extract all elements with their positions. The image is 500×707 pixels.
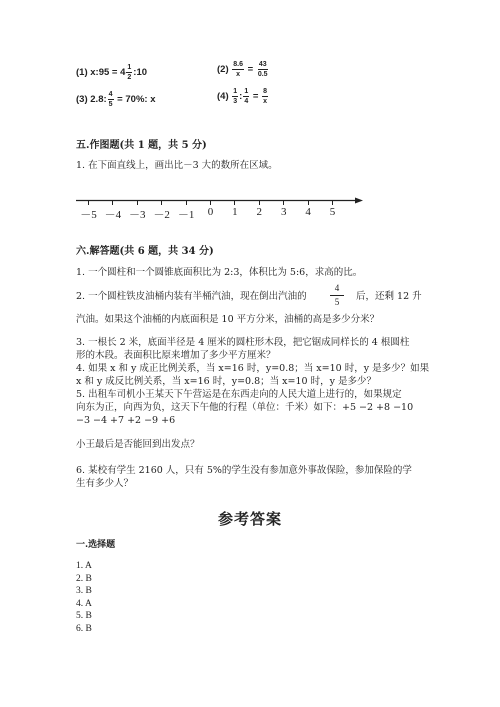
- number-line-tick-label: 5: [329, 206, 336, 218]
- number-line-axis: [74, 196, 364, 206]
- section6-question-5-line3: −3 −4 +7 +2 −9 +6: [76, 415, 176, 426]
- fraction-denominator: 4: [244, 98, 249, 105]
- calc-q3: [76, 91, 155, 108]
- number-line-tick-label: －3: [129, 209, 146, 221]
- fraction-numerator: 1: [244, 88, 249, 95]
- calc-q1: [76, 64, 147, 81]
- fraction-numerator: 8.6: [233, 61, 243, 68]
- fraction-denominator: 3: [233, 98, 238, 105]
- answer-item: 4. A: [76, 598, 92, 609]
- section6-question-1: 1. 一个圆柱和一个圆锥底面积比为 2:3，体积比为 5:6，求高的比。: [76, 267, 363, 278]
- calc-q3-number: (3): [76, 94, 88, 106]
- q2-text-after: 后，还剩 12 升: [356, 291, 422, 302]
- section6-question-6-line2: 生有多少人？: [76, 478, 134, 489]
- q2-text-before: 2. 一个圆柱铁皮油桶内装有半桶汽油，现在倒出汽油的: [76, 291, 307, 302]
- calc-q2: [217, 61, 270, 78]
- section6-question-5-line2: 向东为正，向西为负，这天下午他的行程（单位：千米）如下：+5 −2 +8 −10: [76, 402, 414, 413]
- fraction-numerator: 43: [258, 61, 267, 68]
- number-line-tick-label: 1: [232, 206, 238, 218]
- answer-item: 5. B: [76, 611, 92, 621]
- calc-q2-fraction-left: [232, 61, 244, 78]
- number-line-tick-label: 2: [256, 206, 263, 218]
- calc-q4-fraction-1: [232, 88, 238, 105]
- calc-q1-number: (1): [76, 67, 88, 79]
- fraction-denominator: 0.5: [257, 71, 268, 78]
- section6-question-5-line1: 5. 出租车司机小王某天下午营运是在东西走向的人民大道上进行的，如果规定: [76, 389, 402, 400]
- section6-question-4-line1: 4. 如果 x 和 y 成正比例关系，当 x=16 时，y=0.8；当 x=10 时，y 是多少？如果: [76, 363, 430, 374]
- calc-q4-number: (4): [217, 91, 229, 103]
- calc-q2-number: (2): [217, 64, 229, 76]
- section6-question-2-line1: [76, 289, 307, 305]
- section6-question-3-line2: 形的木段。表面积比原来增加了多少平方厘米？: [76, 350, 276, 361]
- number-line-tick-label: －2: [153, 209, 170, 221]
- calc-q4-fraction-3: [262, 88, 268, 105]
- calc-q3-rhs: = 70%: x: [114, 94, 156, 106]
- section6-question-3-line1: 3. 一根长 2 米，底面半径是 4 厘米的圆柱形木段，把它锯成同样长的 4 根圆柱: [76, 337, 410, 348]
- fraction-denominator: 5: [108, 101, 113, 108]
- answers-section-heading: 一.选择题: [76, 540, 116, 550]
- number-line-tick: [137, 200, 138, 205]
- number-line-tick-label: 4: [305, 206, 311, 218]
- calc-q3-lhs: 2.8:: [90, 94, 107, 106]
- section6-question-6-line1: 6. 某校有学生 2160 人，只有 5%的学生没有参加意外事故保险，参加保险的学: [76, 465, 412, 476]
- fraction-numerator: 8: [263, 88, 267, 95]
- number-line-tick: [161, 200, 162, 205]
- calc-q1-lhs: x:95 = 4: [90, 67, 126, 79]
- answer-item: 1. A: [76, 561, 92, 571]
- fraction-denominator: 5: [334, 297, 340, 307]
- calc-q2-fraction-right: [257, 61, 269, 78]
- fraction-denominator: 2: [127, 74, 132, 81]
- fraction-denominator: x: [263, 98, 267, 105]
- section6-heading: 六.解答题(共 6 题，共 34 分): [76, 246, 214, 257]
- calc-q2-equals: =: [247, 64, 254, 76]
- number-line-tick: [332, 200, 333, 205]
- section6-question-2-line2: 汽油。如果这个油桶的内底面积是 10 平方分米，油桶的高是多少分米？: [76, 314, 380, 325]
- arrow-right-icon: [355, 198, 363, 204]
- calc-q4-fraction-2: [243, 88, 249, 105]
- number-line-tick: [210, 200, 211, 205]
- answer-item: 3. B: [76, 586, 92, 596]
- calc-q3-fraction: [108, 91, 114, 108]
- number-line-tick: [88, 200, 89, 205]
- fraction-numerator: 4: [108, 91, 113, 98]
- number-line-tick: [112, 200, 113, 205]
- number-line-tick-label: 3: [280, 206, 287, 218]
- number-line-tick: [283, 200, 284, 205]
- number-line-tick-label: －5: [80, 209, 97, 221]
- section5-heading: 五.作图题(共 1 题，共 5 分): [76, 140, 207, 151]
- q2-fraction: [330, 284, 344, 307]
- section5-question-1: 1. 在下面直线上，画出比－3 大的数所在区域。: [76, 160, 278, 171]
- calc-q4-equals: =: [252, 91, 259, 103]
- answers-title: 参考答案: [217, 510, 282, 528]
- number-line-tick-label: －1: [177, 209, 195, 221]
- number-line-tick: [186, 200, 187, 205]
- section6-question-5-line4: 小王最后是否能回到出发点？: [76, 439, 200, 450]
- number-line-tick: [308, 200, 309, 205]
- fraction-numerator: 1: [127, 64, 132, 71]
- section6-question-4-line2: x 和 y 成反比例关系，当 x=16 时，y=0.8；当 x=10 时，y 是多少？: [76, 376, 376, 387]
- fraction-numerator: 4: [330, 284, 344, 296]
- number-line-tick-label: 0: [207, 206, 214, 218]
- answers-list: [76, 560, 92, 635]
- calc-q4: [217, 88, 269, 105]
- fraction-numerator: 1: [233, 88, 238, 95]
- number-line-tick-label: －4: [104, 209, 122, 221]
- calc-q1-rhs: :10: [133, 67, 148, 79]
- number-line-tick: [259, 200, 260, 205]
- number-line-tick: [234, 200, 235, 205]
- calc-q1-fraction: [126, 64, 132, 81]
- calc-q4-colon: :: [239, 91, 243, 103]
- fraction-denominator: x: [236, 71, 241, 78]
- answer-item: 2. B: [76, 573, 92, 584]
- answer-item: 6. B: [76, 623, 92, 634]
